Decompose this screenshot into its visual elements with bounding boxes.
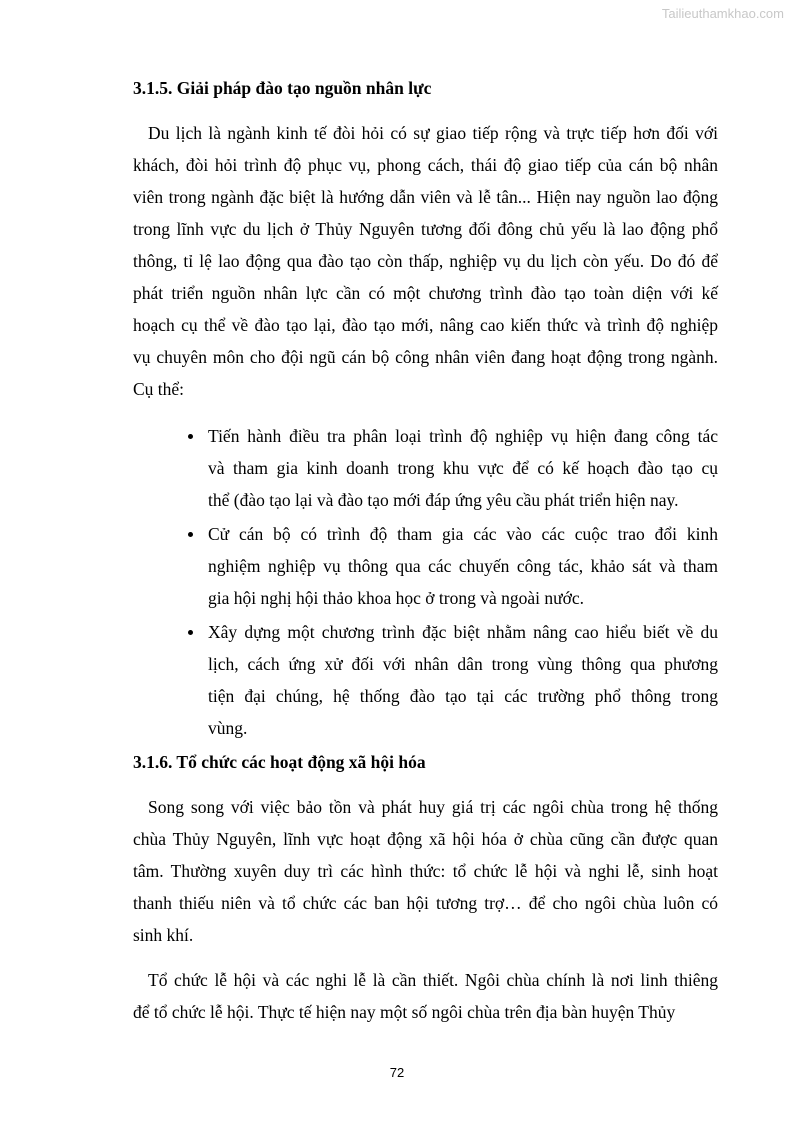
bullet-item-line: gia hội nghị hội thảo khoa học ở trong và ngoài nước. — [208, 588, 584, 608]
paragraph-line: thông, tỉ lệ lao động qua đào tạo còn thấp, nghiệp vụ du lịch còn yếu. Do đó để — [133, 251, 718, 271]
paragraph-line: vụ chuyên môn cho đội ngũ cán bộ công nhân viên đang hoạt động trong ngành. — [133, 347, 718, 367]
bullet-icon — [188, 630, 193, 635]
bullet-item-line: tiện đại chúng, hệ thống đào tạo tại các trường phổ thông trong — [208, 686, 718, 706]
page-number: 72 — [389, 1065, 405, 1080]
bullet-item — [0, 420, 794, 516]
paragraph-line: sinh khí. — [133, 925, 194, 945]
paragraph-line: Cụ thể: — [133, 379, 185, 399]
bullet-item-line: và tham gia kinh doanh trong khu vực để có kế hoạch đào tạo cụ — [208, 458, 718, 478]
bullet-item-line: nghiệm nghiệp vụ thông qua các chuyến công tác, khảo sát và tham — [208, 556, 718, 576]
paragraph-line: chùa Thủy Nguyên, lĩnh vực hoạt động xã hội hóa ở chùa cũng cần được quan — [133, 829, 718, 849]
paragraph-line: thanh thiếu niên và tổ chức các ban hội tương trợ… để cho ngôi chùa luôn có — [133, 893, 718, 913]
paragraph-line: Du lịch là ngành kinh tế đòi hỏi có sự giao tiếp rộng và trực tiếp hơn đối với — [148, 123, 718, 143]
bullet-item-line: lịch, cách ứng xử đối với nhân dân trong vùng thông qua phương — [208, 654, 718, 674]
bullet-icon — [188, 532, 193, 537]
bullet-item-line: Xây dựng một chương trình đặc biệt nhằm nâng cao hiểu biết về du — [208, 622, 718, 642]
paragraph-line: tâm. Thường xuyên duy trì các hình thức: tổ chức lễ hội và nghi lễ, sinh hoạt — [133, 861, 718, 881]
bullet-item — [0, 616, 794, 744]
bullet-item-line: thể (đào tạo lại và đào tạo mới đáp ứng yêu cầu phát triển hiện nay. — [208, 490, 679, 510]
section-heading: 3.1.5. Giải pháp đào tạo nguồn nhân lực — [133, 78, 432, 98]
section-heading: 3.1.6. Tổ chức các hoạt động xã hội hóa — [133, 752, 426, 772]
paragraph-line: phát triển nguồn nhân lực cần có một chương trình đào tạo toàn diện với kế — [133, 283, 718, 303]
paragraph-line: hoạch cụ thể về đào tạo lại, đào tạo mới, nâng cao kiến thức và trình độ nghiệp — [133, 315, 718, 335]
bullet-item — [0, 518, 794, 614]
bullet-item-line: Tiến hành điều tra phân loại trình độ nghiệp vụ hiện đang công tác — [208, 426, 718, 446]
bullet-item-line: Cử cán bộ có trình độ tham gia các vào các cuộc trao đổi kinh — [208, 524, 718, 544]
bullet-icon — [188, 434, 193, 439]
watermark: Tailieuthamkhao.com — [661, 6, 784, 21]
paragraph-line: để tổ chức lễ hội. Thực tế hiện nay một số ngôi chùa trên địa bàn huyện Thủy — [133, 1002, 676, 1022]
paragraph-line: Tổ chức lễ hội và các nghi lễ là cần thiết. Ngôi chùa chính là nơi linh thiêng — [148, 970, 718, 990]
paragraph-line: Song song với việc bảo tồn và phát huy giá trị các ngôi chùa trong hệ thống — [148, 797, 718, 817]
paragraph-line: viên trong ngành đặc biệt là hướng dẫn viên và lễ tân... Hiện nay nguồn lao động — [133, 187, 718, 207]
paragraph-line: trong lĩnh vực du lịch ở Thủy Nguyên tương đối đông chủ yếu là lao động phổ — [133, 219, 718, 239]
bullet-item-line: vùng. — [208, 718, 248, 738]
paragraph-line: khách, đòi hỏi trình độ phục vụ, phong cách, thái độ giao tiếp của cán bộ nhân — [133, 155, 718, 175]
